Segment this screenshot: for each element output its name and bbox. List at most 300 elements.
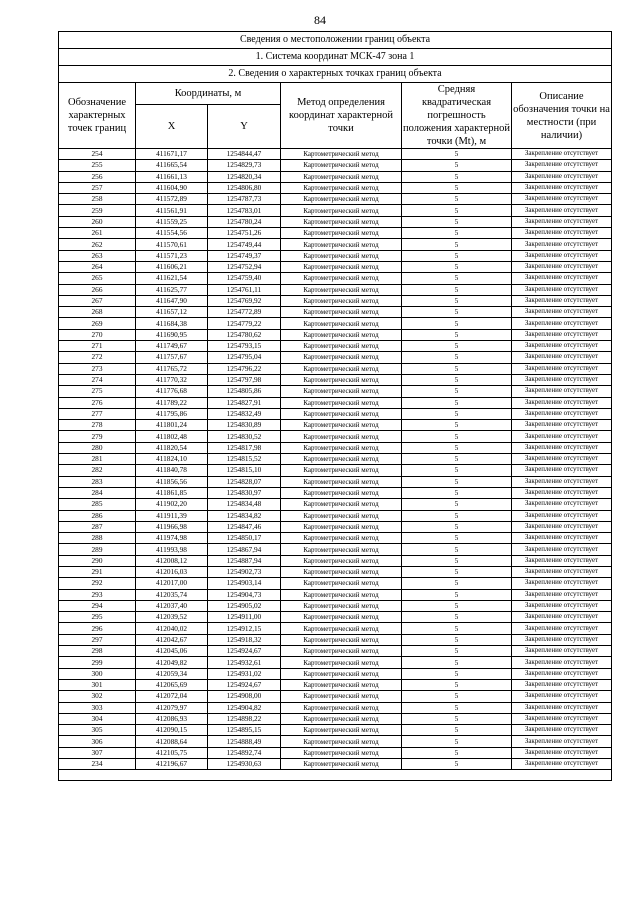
description-cell: Закрепление отсутствует (512, 668, 612, 679)
error-cell: 5 (402, 465, 512, 476)
error-cell: 5 (402, 747, 512, 758)
table-row (59, 759, 612, 770)
point-id-cell: 272 (59, 352, 136, 363)
method-cell: Картометрический метод (281, 205, 402, 216)
point-id-cell: 277 (59, 408, 136, 419)
y-coordinate-cell: 1254805,86 (208, 386, 281, 397)
table-row (59, 420, 612, 431)
description-cell: Закрепление отсутствует (512, 634, 612, 645)
x-coordinate-cell: 412086,93 (136, 713, 208, 724)
table-row (59, 646, 612, 657)
header-y: Y (208, 104, 281, 148)
x-coordinate-cell: 411802,48 (136, 431, 208, 442)
method-cell: Картометрический метод (281, 182, 402, 193)
method-cell: Картометрический метод (281, 408, 402, 419)
point-id-cell: 296 (59, 623, 136, 634)
table-row (59, 284, 612, 295)
description-cell: Закрепление отсутствует (512, 250, 612, 261)
method-cell: Картометрический метод (281, 261, 402, 272)
error-cell: 5 (402, 679, 512, 690)
error-cell: 5 (402, 725, 512, 736)
point-id-cell: 293 (59, 589, 136, 600)
description-cell: Закрепление отсутствует (512, 612, 612, 623)
y-coordinate-cell: 1254912,15 (208, 623, 281, 634)
x-coordinate-cell: 411911,39 (136, 510, 208, 521)
x-coordinate-cell: 411571,23 (136, 250, 208, 261)
x-coordinate-cell: 412039,52 (136, 612, 208, 623)
header-coordinates: Координаты, м (136, 83, 281, 105)
point-id-cell: 270 (59, 329, 136, 340)
error-cell: 5 (402, 600, 512, 611)
description-cell: Закрепление отсутствует (512, 397, 612, 408)
description-cell: Закрепление отсутствует (512, 691, 612, 702)
method-cell: Картометрический метод (281, 679, 402, 690)
point-id-cell: 290 (59, 555, 136, 566)
error-cell: 5 (402, 476, 512, 487)
y-coordinate-cell: 1254779,22 (208, 318, 281, 329)
point-id-cell: 280 (59, 442, 136, 453)
method-cell: Картометрический метод (281, 171, 402, 182)
table-row (59, 352, 612, 363)
method-cell: Картометрический метод (281, 250, 402, 261)
x-coordinate-cell: 411770,32 (136, 374, 208, 385)
table-row (59, 318, 612, 329)
table-row (59, 295, 612, 306)
method-cell: Картометрический метод (281, 284, 402, 295)
method-cell: Картометрический метод (281, 228, 402, 239)
table-row (59, 261, 612, 272)
method-cell: Картометрический метод (281, 499, 402, 510)
description-cell: Закрепление отсутствует (512, 171, 612, 182)
x-coordinate-cell: 412037,40 (136, 600, 208, 611)
table-row (59, 205, 612, 216)
method-cell: Картометрический метод (281, 307, 402, 318)
table-row (59, 442, 612, 453)
x-coordinate-cell: 411974,98 (136, 533, 208, 544)
x-coordinate-cell: 411621,54 (136, 273, 208, 284)
description-cell: Закрепление отсутствует (512, 600, 612, 611)
table-row (59, 397, 612, 408)
method-cell: Картометрический метод (281, 668, 402, 679)
table-row (59, 431, 612, 442)
table-row (59, 194, 612, 205)
description-cell: Закрепление отсутствует (512, 408, 612, 419)
header-description: Описание обозначения точки на местности (при наличии) (512, 83, 612, 149)
description-cell: Закрепление отсутствует (512, 589, 612, 600)
y-coordinate-cell: 1254829,73 (208, 160, 281, 171)
point-id-cell: 266 (59, 284, 136, 295)
point-id-cell: 302 (59, 691, 136, 702)
description-cell: Закрепление отсутствует (512, 205, 612, 216)
y-coordinate-cell: 1254911,00 (208, 612, 281, 623)
error-cell: 5 (402, 578, 512, 589)
x-coordinate-cell: 411604,90 (136, 182, 208, 193)
y-coordinate-cell: 1254924,67 (208, 646, 281, 657)
description-cell: Закрепление отсутствует (512, 442, 612, 453)
x-coordinate-cell: 411671,17 (136, 149, 208, 160)
point-id-cell: 258 (59, 194, 136, 205)
error-cell: 5 (402, 431, 512, 442)
error-cell: 5 (402, 250, 512, 261)
error-cell: 5 (402, 239, 512, 250)
method-cell: Картометрический метод (281, 747, 402, 758)
y-coordinate-cell: 1254759,40 (208, 273, 281, 284)
x-coordinate-cell: 411801,24 (136, 420, 208, 431)
x-coordinate-cell: 411765,72 (136, 363, 208, 374)
x-coordinate-cell: 411789,22 (136, 397, 208, 408)
description-cell: Закрепление отсутствует (512, 702, 612, 713)
error-cell: 5 (402, 713, 512, 724)
y-coordinate-cell: 1254895,15 (208, 725, 281, 736)
table-row (59, 679, 612, 690)
point-id-cell: 273 (59, 363, 136, 374)
error-cell: 5 (402, 182, 512, 193)
table-row (59, 487, 612, 498)
method-cell: Картометрический метод (281, 600, 402, 611)
error-cell: 5 (402, 499, 512, 510)
table-row (59, 329, 612, 340)
point-id-cell: 287 (59, 521, 136, 532)
x-coordinate-cell: 411647,90 (136, 295, 208, 306)
table-row (59, 566, 612, 577)
error-cell: 5 (402, 668, 512, 679)
error-cell: 5 (402, 566, 512, 577)
description-cell: Закрепление отсутствует (512, 420, 612, 431)
x-coordinate-cell: 412105,75 (136, 747, 208, 758)
description-cell: Закрепление отсутствует (512, 228, 612, 239)
y-coordinate-cell: 1254918,32 (208, 634, 281, 645)
y-coordinate-cell: 1254761,11 (208, 284, 281, 295)
method-cell: Картометрический метод (281, 465, 402, 476)
point-id-cell: 291 (59, 566, 136, 577)
method-cell: Картометрический метод (281, 487, 402, 498)
method-cell: Картометрический метод (281, 702, 402, 713)
point-id-cell: 306 (59, 736, 136, 747)
error-cell: 5 (402, 352, 512, 363)
y-coordinate-cell: 1254932,61 (208, 657, 281, 668)
y-coordinate-cell: 1254830,97 (208, 487, 281, 498)
error-cell: 5 (402, 205, 512, 216)
point-id-cell: 263 (59, 250, 136, 261)
error-cell: 5 (402, 149, 512, 160)
method-cell: Картометрический метод (281, 160, 402, 171)
error-cell: 5 (402, 623, 512, 634)
point-id-cell: 289 (59, 544, 136, 555)
x-coordinate-cell: 411690,95 (136, 329, 208, 340)
error-cell: 5 (402, 454, 512, 465)
description-cell: Закрепление отсутствует (512, 510, 612, 521)
table-row (59, 216, 612, 227)
description-cell: Закрепление отсутствует (512, 149, 612, 160)
description-cell: Закрепление отсутствует (512, 194, 612, 205)
error-cell: 5 (402, 521, 512, 532)
description-cell: Закрепление отсутствует (512, 555, 612, 566)
x-coordinate-cell: 412072,04 (136, 691, 208, 702)
error-cell: 5 (402, 273, 512, 284)
error-cell: 5 (402, 171, 512, 182)
x-coordinate-cell: 411661,13 (136, 171, 208, 182)
table-row (59, 149, 612, 160)
error-cell: 5 (402, 194, 512, 205)
x-coordinate-cell: 412088,64 (136, 736, 208, 747)
method-cell: Картометрический метод (281, 363, 402, 374)
point-id-cell: 255 (59, 160, 136, 171)
description-cell: Закрепление отсутствует (512, 521, 612, 532)
point-id-cell: 294 (59, 600, 136, 611)
x-coordinate-cell: 412065,69 (136, 679, 208, 690)
boundary-points-table (58, 31, 612, 781)
method-cell: Картометрический метод (281, 329, 402, 340)
table-row (59, 239, 612, 250)
header-point-id: Обозначение характерных точек границ (59, 83, 136, 149)
description-cell: Закрепление отсутствует (512, 544, 612, 555)
description-cell: Закрепление отсутствует (512, 487, 612, 498)
table-row (59, 476, 612, 487)
point-id-cell: 265 (59, 273, 136, 284)
table-row (59, 691, 612, 702)
x-coordinate-cell: 412045,06 (136, 646, 208, 657)
error-cell: 5 (402, 487, 512, 498)
y-coordinate-cell: 1254905,02 (208, 600, 281, 611)
method-cell: Картометрический метод (281, 544, 402, 555)
error-cell: 5 (402, 329, 512, 340)
error-cell: 5 (402, 702, 512, 713)
method-cell: Картометрический метод (281, 397, 402, 408)
y-coordinate-cell: 1254847,46 (208, 521, 281, 532)
point-id-cell: 295 (59, 612, 136, 623)
x-coordinate-cell: 412049,82 (136, 657, 208, 668)
table-row (59, 634, 612, 645)
y-coordinate-cell: 1254815,52 (208, 454, 281, 465)
x-coordinate-cell: 411570,61 (136, 239, 208, 250)
x-coordinate-cell: 411572,89 (136, 194, 208, 205)
y-coordinate-cell: 1254830,52 (208, 431, 281, 442)
table-row (59, 307, 612, 318)
y-coordinate-cell: 1254796,22 (208, 363, 281, 374)
y-coordinate-cell: 1254817,98 (208, 442, 281, 453)
y-coordinate-cell: 1254787,73 (208, 194, 281, 205)
method-cell: Картометрический метод (281, 273, 402, 284)
x-coordinate-cell: 411840,78 (136, 465, 208, 476)
description-cell: Закрепление отсутствует (512, 386, 612, 397)
description-cell: Закрепление отсутствует (512, 454, 612, 465)
header-x: X (136, 104, 208, 148)
x-coordinate-cell: 411820,54 (136, 442, 208, 453)
y-coordinate-cell: 1254752,94 (208, 261, 281, 272)
x-coordinate-cell: 411559,25 (136, 216, 208, 227)
method-cell: Картометрический метод (281, 646, 402, 657)
description-cell: Закрепление отсутствует (512, 476, 612, 487)
point-id-cell: 276 (59, 397, 136, 408)
x-coordinate-cell: 412079,97 (136, 702, 208, 713)
description-cell: Закрепление отсутствует (512, 160, 612, 171)
point-id-cell: 300 (59, 668, 136, 679)
section-title: Сведения о местоположении границ объекта (59, 32, 612, 49)
point-id-cell: 261 (59, 228, 136, 239)
y-coordinate-cell: 1254793,15 (208, 341, 281, 352)
description-cell: Закрепление отсутствует (512, 657, 612, 668)
page-number: 84 (314, 13, 326, 27)
y-coordinate-cell: 1254820,34 (208, 171, 281, 182)
table-row (59, 725, 612, 736)
point-id-cell: 284 (59, 487, 136, 498)
description-cell: Закрепление отсутствует (512, 747, 612, 758)
method-cell: Картометрический метод (281, 759, 402, 770)
description-cell: Закрепление отсутствует (512, 341, 612, 352)
point-id-cell: 257 (59, 182, 136, 193)
description-cell: Закрепление отсутствует (512, 725, 612, 736)
table-row (59, 713, 612, 724)
error-cell: 5 (402, 510, 512, 521)
table-row (59, 499, 612, 510)
error-cell: 5 (402, 442, 512, 453)
table-row (59, 386, 612, 397)
error-cell: 5 (402, 691, 512, 702)
method-cell: Картометрический метод (281, 149, 402, 160)
table-body (59, 149, 612, 770)
point-id-cell: 283 (59, 476, 136, 487)
description-cell: Закрепление отсутствует (512, 374, 612, 385)
y-coordinate-cell: 1254902,73 (208, 566, 281, 577)
description-cell: Закрепление отсутствует (512, 736, 612, 747)
x-coordinate-cell: 411966,98 (136, 521, 208, 532)
x-coordinate-cell: 411606,21 (136, 261, 208, 272)
point-id-cell: 259 (59, 205, 136, 216)
point-id-cell: 282 (59, 465, 136, 476)
y-coordinate-cell: 1254903,14 (208, 578, 281, 589)
description-cell: Закрепление отсутствует (512, 307, 612, 318)
error-cell: 5 (402, 397, 512, 408)
point-id-cell: 305 (59, 725, 136, 736)
table-row (59, 657, 612, 668)
point-id-cell: 271 (59, 341, 136, 352)
y-coordinate-cell: 1254832,49 (208, 408, 281, 419)
y-coordinate-cell: 1254930,63 (208, 759, 281, 770)
point-id-cell: 304 (59, 713, 136, 724)
method-cell: Картометрический метод (281, 318, 402, 329)
method-cell: Картометрический метод (281, 634, 402, 645)
method-cell: Картометрический метод (281, 713, 402, 724)
description-cell: Закрепление отсутствует (512, 329, 612, 340)
error-cell: 5 (402, 295, 512, 306)
table-row (59, 533, 612, 544)
y-coordinate-cell: 1254834,48 (208, 499, 281, 510)
y-coordinate-cell: 1254828,07 (208, 476, 281, 487)
point-id-cell: 307 (59, 747, 136, 758)
table-row (59, 578, 612, 589)
description-cell: Закрепление отсутствует (512, 273, 612, 284)
x-coordinate-cell: 412040,02 (136, 623, 208, 634)
y-coordinate-cell: 1254780,62 (208, 329, 281, 340)
error-cell: 5 (402, 646, 512, 657)
error-cell: 5 (402, 736, 512, 747)
method-cell: Картометрический метод (281, 736, 402, 747)
method-cell: Картометрический метод (281, 589, 402, 600)
error-cell: 5 (402, 589, 512, 600)
table-row (59, 273, 612, 284)
x-coordinate-cell: 412090,15 (136, 725, 208, 736)
method-cell: Картометрический метод (281, 239, 402, 250)
x-coordinate-cell: 411757,67 (136, 352, 208, 363)
x-coordinate-cell: 411902,20 (136, 499, 208, 510)
point-id-cell: 281 (59, 454, 136, 465)
table-row (59, 454, 612, 465)
y-coordinate-cell: 1254769,92 (208, 295, 281, 306)
x-coordinate-cell: 411684,38 (136, 318, 208, 329)
x-coordinate-cell: 411625,77 (136, 284, 208, 295)
point-id-cell: 274 (59, 374, 136, 385)
table-row (59, 600, 612, 611)
method-cell: Картометрический метод (281, 420, 402, 431)
description-cell: Закрепление отсутствует (512, 239, 612, 250)
error-cell: 5 (402, 634, 512, 645)
description-cell: Закрепление отсутствует (512, 261, 612, 272)
y-coordinate-cell: 1254780,24 (208, 216, 281, 227)
y-coordinate-cell: 1254904,82 (208, 702, 281, 713)
point-id-cell: 260 (59, 216, 136, 227)
method-cell: Картометрический метод (281, 612, 402, 623)
description-cell: Закрепление отсутствует (512, 578, 612, 589)
error-cell: 5 (402, 341, 512, 352)
table-row (59, 182, 612, 193)
description-cell: Закрепление отсутствует (512, 533, 612, 544)
error-cell: 5 (402, 216, 512, 227)
error-cell: 5 (402, 420, 512, 431)
error-cell: 5 (402, 759, 512, 770)
table-row (59, 736, 612, 747)
y-coordinate-cell: 1254850,17 (208, 533, 281, 544)
point-id-cell: 275 (59, 386, 136, 397)
y-coordinate-cell: 1254783,01 (208, 205, 281, 216)
description-cell: Закрепление отсутствует (512, 713, 612, 724)
table-row (59, 160, 612, 171)
error-cell: 5 (402, 374, 512, 385)
x-coordinate-cell: 412059,34 (136, 668, 208, 679)
description-cell: Закрепление отсутствует (512, 284, 612, 295)
y-coordinate-cell: 1254888,49 (208, 736, 281, 747)
method-cell: Картометрический метод (281, 555, 402, 566)
description-cell: Закрепление отсутствует (512, 318, 612, 329)
y-coordinate-cell: 1254795,04 (208, 352, 281, 363)
method-cell: Картометрический метод (281, 352, 402, 363)
point-id-cell: 301 (59, 679, 136, 690)
x-coordinate-cell: 412042,67 (136, 634, 208, 645)
error-cell: 5 (402, 386, 512, 397)
point-id-cell: 267 (59, 295, 136, 306)
point-id-cell: 286 (59, 510, 136, 521)
x-coordinate-cell: 412035,74 (136, 589, 208, 600)
table-row (59, 465, 612, 476)
x-coordinate-cell: 411824,10 (136, 454, 208, 465)
method-cell: Картометрический метод (281, 295, 402, 306)
table-row (59, 510, 612, 521)
y-coordinate-cell: 1254834,82 (208, 510, 281, 521)
x-coordinate-cell: 412008,12 (136, 555, 208, 566)
point-id-cell: 262 (59, 239, 136, 250)
description-cell: Закрепление отсутствует (512, 363, 612, 374)
method-cell: Картометрический метод (281, 454, 402, 465)
y-coordinate-cell: 1254830,89 (208, 420, 281, 431)
point-id-cell: 279 (59, 431, 136, 442)
x-coordinate-cell: 412196,67 (136, 759, 208, 770)
y-coordinate-cell: 1254844,47 (208, 149, 281, 160)
table-row (59, 341, 612, 352)
y-coordinate-cell: 1254867,94 (208, 544, 281, 555)
table-row (59, 623, 612, 634)
error-cell: 5 (402, 363, 512, 374)
point-id-cell: 278 (59, 420, 136, 431)
header-error: Средняя квадратическая погрешность положения характерной точки (Mt), м (402, 84, 511, 147)
